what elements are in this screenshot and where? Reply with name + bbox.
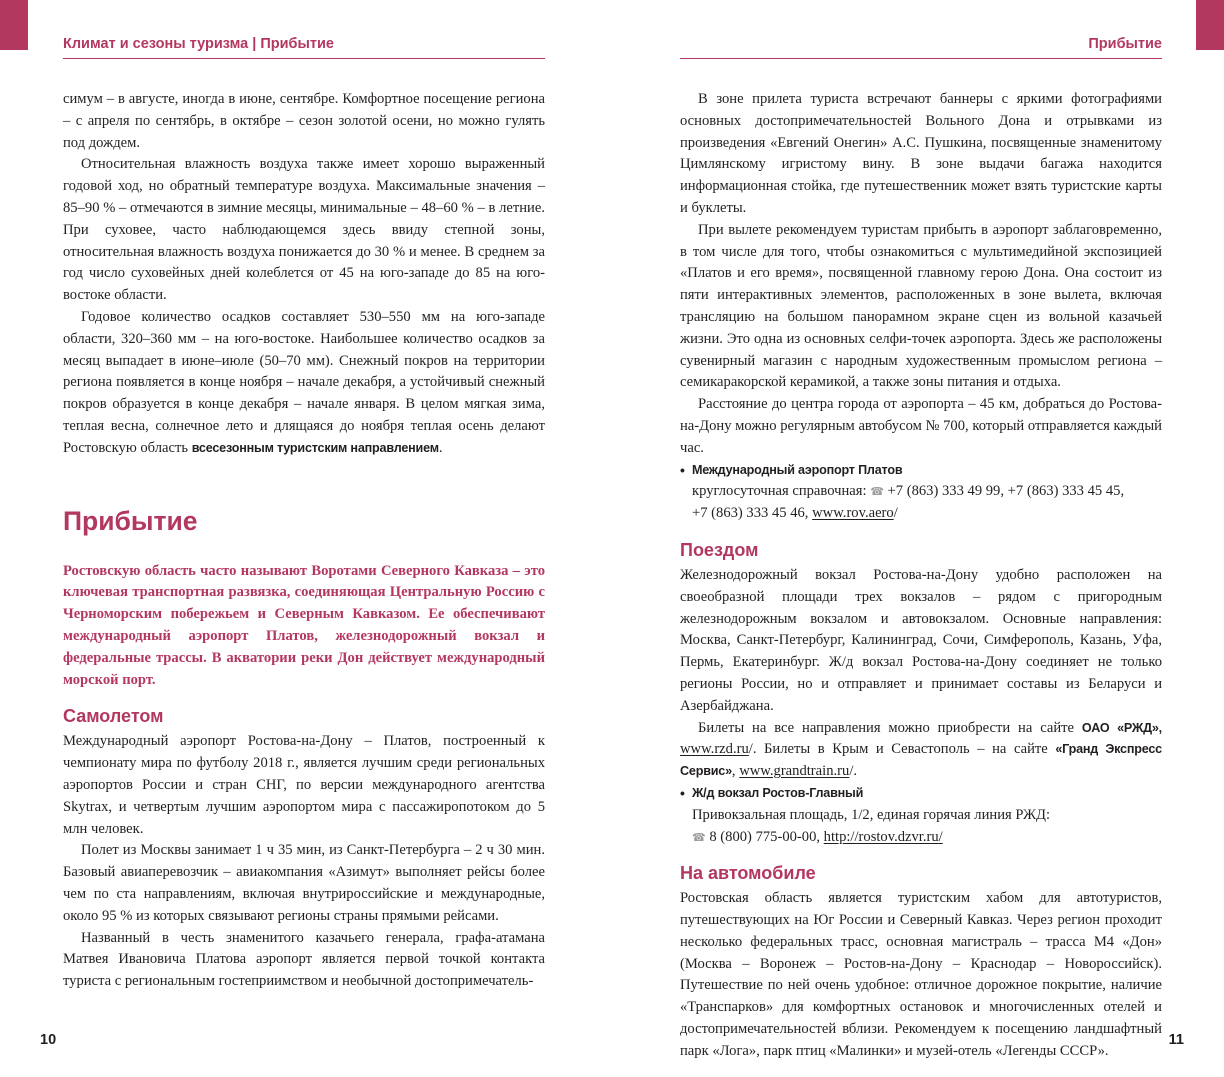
- left-body: [63, 89, 545, 993]
- paragraph: симум – в августе, иногда в июне, сентябре. Комфортное посещение региона – с апреля по сентябрь, в октябре – сезон золотой осени, но можно гулять под дождем.: [63, 91, 545, 151]
- paragraph: Железнодорожный вокзал Ростова-на-Дону удобно расположен на своеобразной площади трех вокзалов – рядом с пригородным железнодорожным вокзалом и автовокзалом. Основные направления: Москва, Санкт-Петербург, Калининград, Сочи, Симферополь, Казань, Уфа, Пермь, Екатеринбург. Ж/д вокзал Ростова-на-Дону соединяет не только регионы России, но и отправляет и принимает составы из Беларуси и Азербайджана.: [680, 566, 1162, 714]
- paragraph: [63, 307, 545, 460]
- station-address: Привокзальная площадь, 1/2, единая горячая линия РЖД:: [692, 806, 1051, 823]
- right-page: [680, 36, 1162, 1063]
- contact-label: круглосуточная справочная:: [692, 483, 867, 500]
- phone-icon: ☎: [692, 830, 706, 844]
- lead-paragraph: Ростовскую область часто называют Воротами Северного Кавказа – это ключевая транспортная развязка, соединяющая Центральную Россию с Черноморским побережьем и Северным Кавказом. Ее обеспечивают международный аэропорт Платов, железнодорожный вокзал и федеральные трассы. В акватории реки Дон действует международный морской порт.: [63, 562, 545, 688]
- subheading-plane: Самолетом: [63, 706, 164, 727]
- paragraph: Полет из Москвы занимает 1 ч 35 мин, из Санкт-Петербурга – 2 ч 30 мин. Базовый авиаперевозчик – авиакомпания «Азимут» выполняет рейсы более чем по ста направлениям, включая внутрироссийские и международные, около 95 % из которых связывают регионы страны прямыми рейсами.: [63, 842, 545, 924]
- paragraph-text: Билеты на все направления можно приобрести на сайте: [698, 719, 1075, 736]
- page-number-right: 11: [1168, 1032, 1184, 1048]
- airport-name: • Международный аэропорт Платов: [680, 460, 1162, 482]
- airport-contacts-2: [680, 503, 1162, 525]
- right-body: [680, 89, 1162, 1063]
- url-suffix: /: [893, 505, 898, 522]
- station-name: • Ж/д вокзал Ростов-Главный: [680, 783, 1162, 805]
- emphasis-text: «Гранд Экспресс Сервис»: [680, 742, 1162, 779]
- station-entry: [680, 783, 1162, 848]
- emphasis-text: ОАО «РЖД»,: [1081, 720, 1162, 735]
- paragraph-text: /. Билеты в Крым и Севастополь – на сайте: [748, 741, 1048, 758]
- phone-numbers: +7 (863) 333 45 46,: [692, 505, 809, 522]
- grandtrain-website-link[interactable]: www.grandtrain.ru: [739, 763, 850, 780]
- station-website-link[interactable]: http://rostov.dzvr.ru/: [823, 828, 943, 845]
- phone-numbers: +7 (863) 333 49 99, +7 (863) 333 45 45,: [887, 483, 1125, 500]
- page-corner-tab-right: [1196, 0, 1224, 50]
- airport-entry: [680, 460, 1162, 525]
- phone-number: 8 (800) 775-00-00,: [709, 828, 821, 845]
- paragraph: В зоне прилета туриста встречают баннеры с яркими фотографиями основных достопримечательностей Вольного Дона и отрывками из произведения «Евгений Онегин» А.С. Пушкина, посвященные знаменитому Цимлянскому игристому вину. В зоне выдачи багажа находится информационная стойка, где путешественник может взять туристские карты и буклеты.: [680, 91, 1162, 216]
- section-title: Прибытие: [63, 505, 198, 536]
- paragraph: Относительная влажность воздуха также имеет хорошо выраженный годовой ход, но обратный температуре воздуха. Максимальные значения – 85–90 % – отмечаются в зимние месяцы, минимальные – 48–60 % – в летние. При суховее, часто наблюдающемся здесь ввиду степной зоны, относительная влажность воздуха понижается до 30 % и менее. В среднем за год число суховейных дней колеблется от 45 на юго-западе до 85 на юго-востоке области.: [63, 156, 545, 304]
- phone-icon: ☎: [870, 485, 884, 499]
- paragraph-text: /.: [849, 763, 858, 780]
- subheading-train: Поездом: [680, 539, 759, 560]
- station-contacts: [680, 827, 1162, 849]
- paragraph: Международный аэропорт Ростова-на-Дону – Платов, построенный к чемпионату мира по футболу 2018 г., является лучшим среди региональных аэропортов России и стран СНГ, по версии международного агентства Skytrax, и четвертым лучшим аэропортом мира с пассажиропотоком до 5 млн человек.: [63, 733, 545, 837]
- page-number-left: 10: [40, 1032, 57, 1048]
- paragraph: Названный в честь знаменитого казачьего генерала, графа-атамана Матвея Ивановича Платова аэропорт является первой точкой контакта туриста с региональным гостеприимством и необычной достопримечатель-: [63, 929, 545, 990]
- airport-contacts: [680, 481, 1162, 503]
- paragraph: [680, 718, 1162, 783]
- subheading-car: На автомобиле: [680, 863, 816, 884]
- left-page: [63, 36, 545, 993]
- running-head-left: Климат и сезоны туризма | Прибытие: [63, 36, 545, 59]
- paragraph-text: .: [438, 439, 443, 456]
- airport-website-link[interactable]: www.rov.aero: [812, 505, 894, 522]
- rzd-website-link[interactable]: www.rzd.ru: [680, 741, 749, 758]
- paragraph-text: Годовое количество осадков составляет 530–550 мм на юго-западе области, 320–360 мм – на юго-востоке. Наибольшее количество осадков за месяц выпадает в июне–июле (50–70 мм). Снежный покров на территории региона появляется в конце ноября – начале декабря, а устойчивый снежный покров образуется в конце декабря – начале января. В целом мягкая зима, теплая весна, солнечное лето и длящаяся до ноября теплая осень делают Ростовскую область: [63, 308, 545, 456]
- paragraph-text: ,: [731, 763, 736, 780]
- page-corner-tab-left: [0, 0, 28, 50]
- emphasis-text: всесезонным туристским направлением: [191, 440, 439, 455]
- paragraph: Ростовская область является туристским хабом для автотуристов, путешествующих на Юг России и Северный Кавказ. Через регион проходит несколько федеральных трасс, основная магистраль – трасса М4 «Дон» (Москва – Воронеж – Ростов-на-Дону – Краснодар – Новороссийск). Путешествие по ней очень удобное: отличное дорожное покрытие, наличие «Транспарков» для комфортных остановок и многочисленных отелей и достопримечательностей вблизи. Рекомендуем к посещению ландшафтный парк «Лога», парк птиц «Малинки» и музей-отель «Легенды СССР».: [680, 890, 1162, 1059]
- paragraph: При вылете рекомендуем туристам прибыть в аэропорт заблаговременно, в том числе для того, чтобы ознакомиться с мультимедийной экспозицией «Платов и его время», посвященной главному герою Дона. Она состоит из пяти интерактивных элементов, расположенных в зоне вылета, включая трансляцию на большом панорамном экране сцен из вольной казачьей жизни. Это одна из основных селфи-точек аэропорта. Здесь же расположены сувенирный магазин с народным художественным промыслом региона – семикаракорской керамикой, а также зоны питания и отдыха.: [680, 221, 1162, 391]
- running-head-right: Прибытие: [680, 36, 1162, 59]
- paragraph: Расстояние до центра города от аэропорта – 45 км, добраться до Ростова-на-Дону можно регулярным автобусом № 700, который отправляется каждый час.: [680, 396, 1162, 456]
